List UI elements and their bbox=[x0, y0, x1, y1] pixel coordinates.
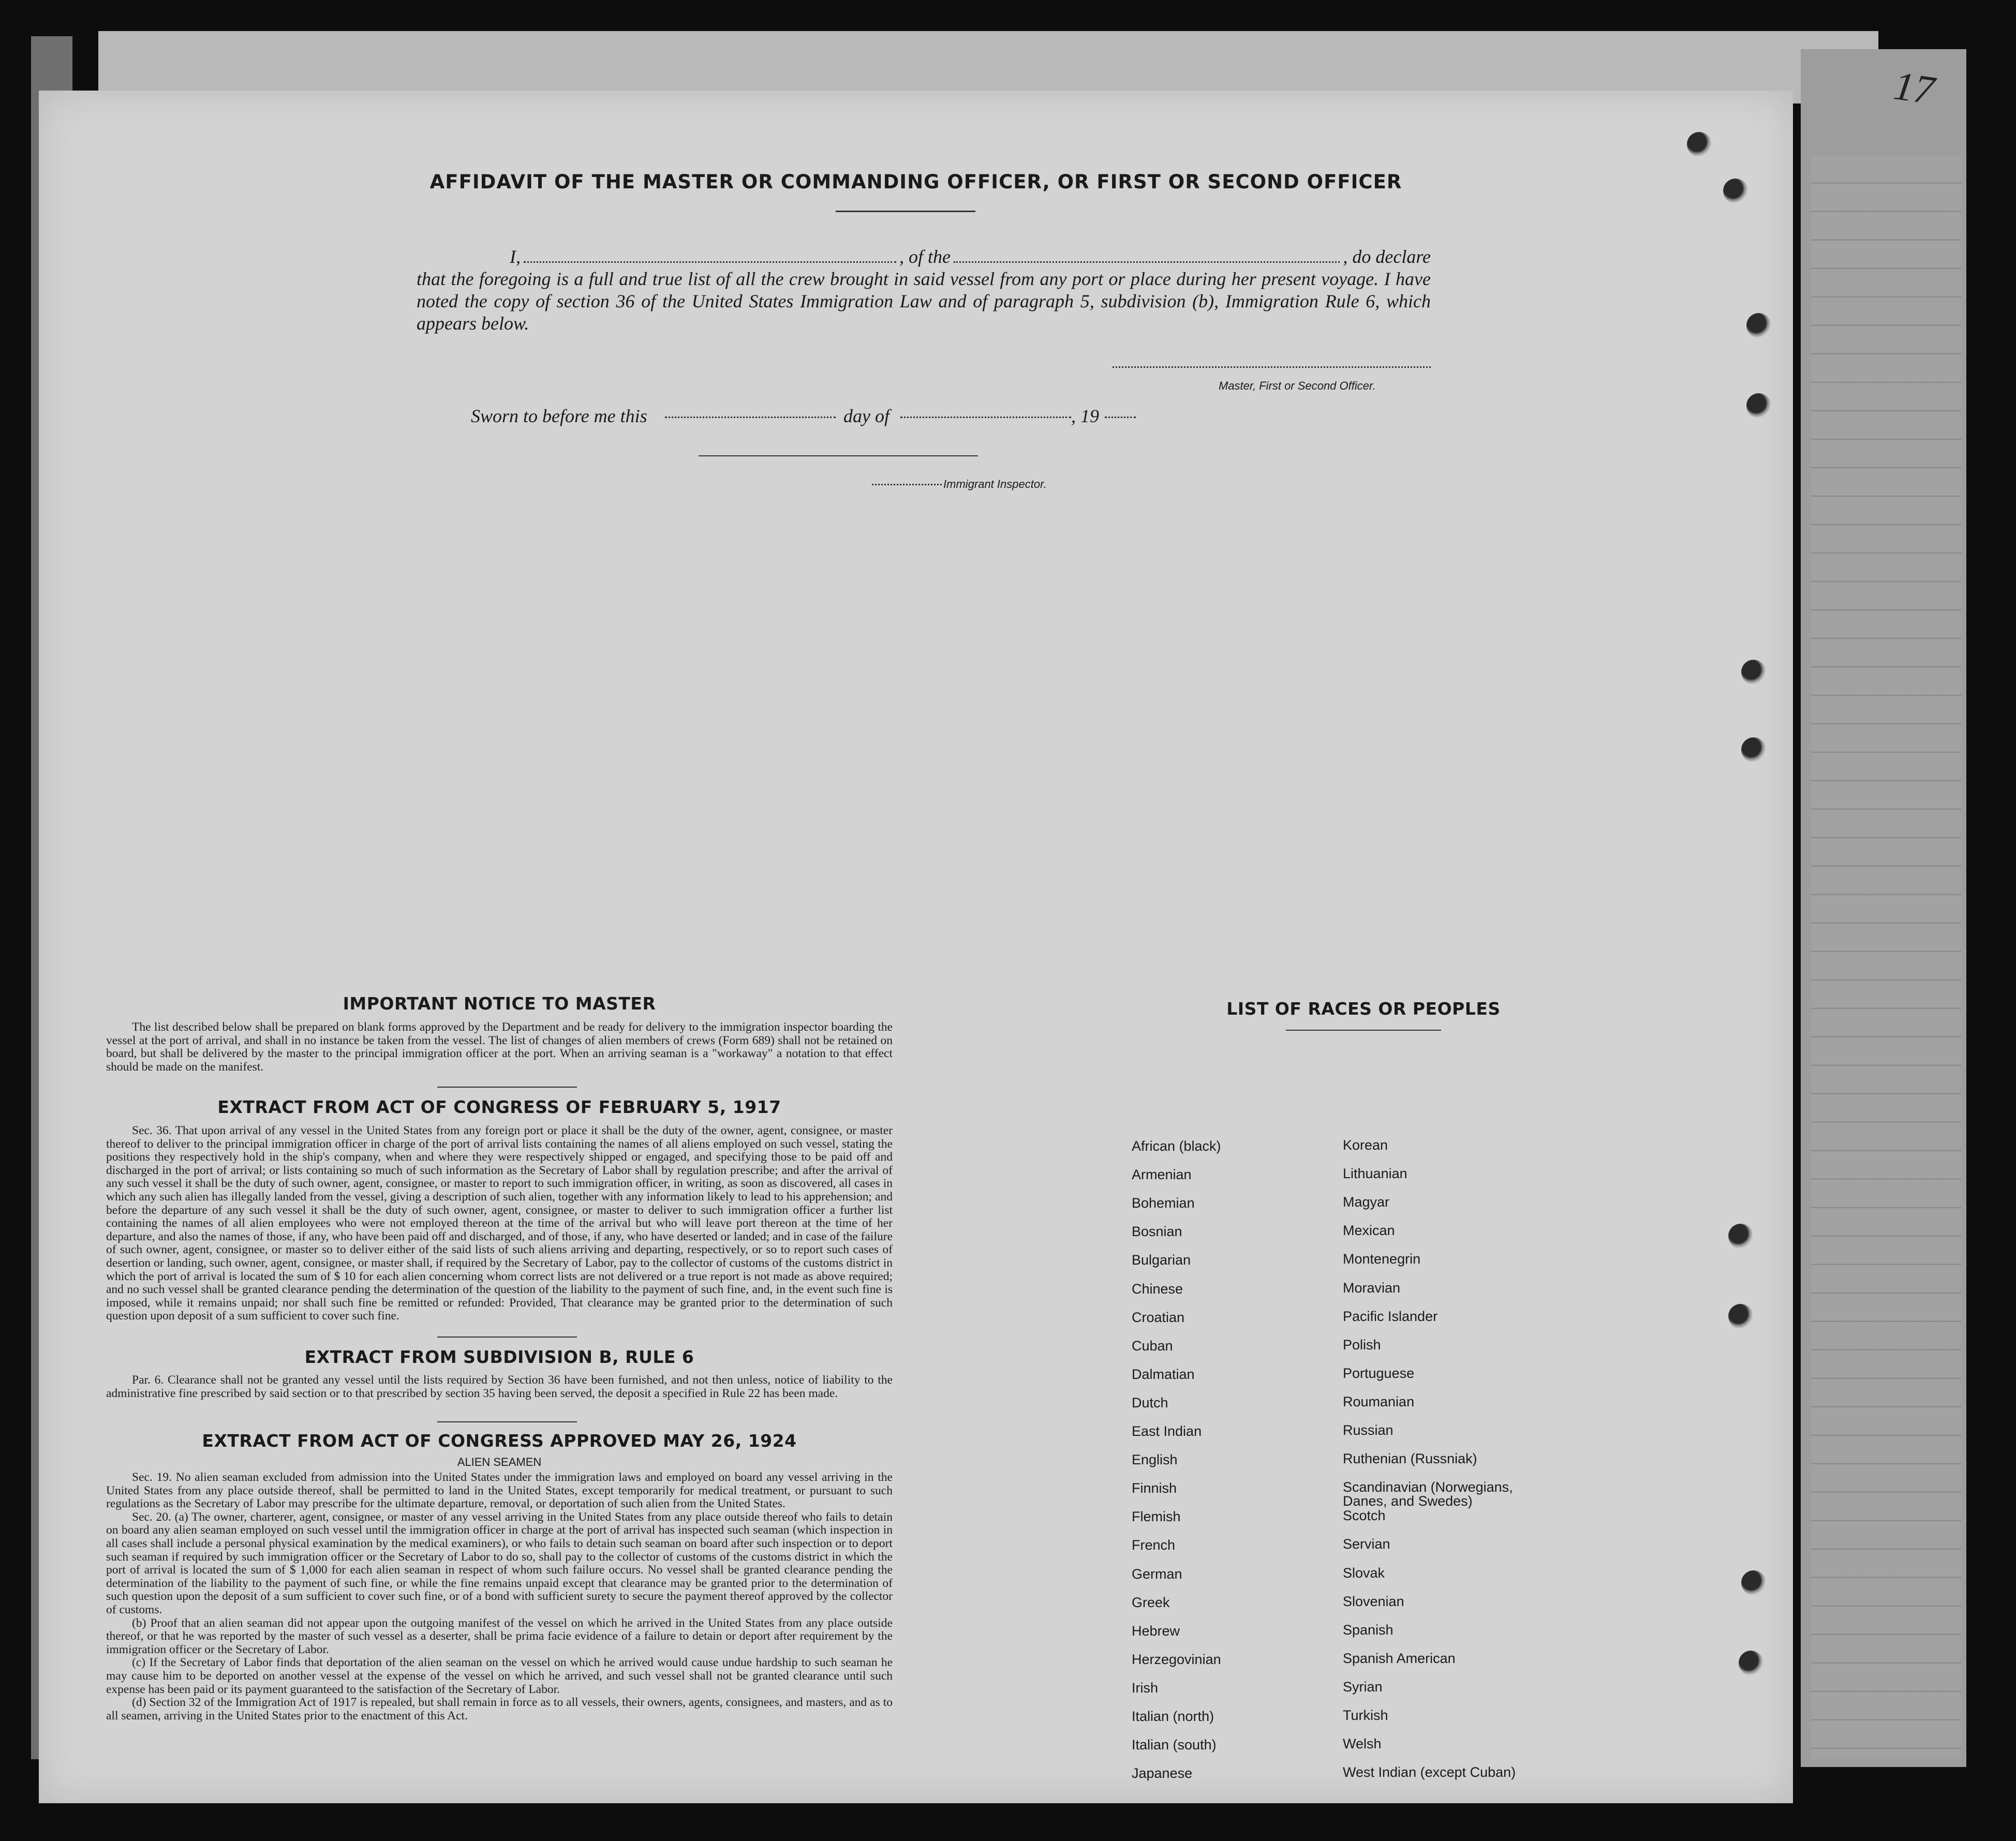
races-title: LIST OF RACES OR PEOPLES bbox=[1226, 999, 1501, 1019]
race-name: Russian bbox=[1343, 1422, 1394, 1438]
race-name: Slovak bbox=[1343, 1565, 1385, 1581]
race-row bbox=[1132, 1251, 1421, 1268]
race-row bbox=[1132, 1137, 1388, 1154]
race-name: Japanese bbox=[1132, 1765, 1193, 1781]
extract-rule6-paragraph: Par. 6. Clearance shall not be granted any vessel until the lists required by Section 36 have been furnished, and not then unless, notice of liability to the administrative fine prescribed by said section or to that prescribed by section 35 having been served, the deposit a specified in Rule 22 has been made. bbox=[106, 1373, 893, 1400]
binder-hole bbox=[1746, 393, 1771, 418]
race-name: Turkish bbox=[1343, 1708, 1388, 1723]
race-row bbox=[1132, 1736, 1382, 1753]
declaration-prefix: I, bbox=[510, 246, 521, 267]
race-name: Montenegrin bbox=[1343, 1251, 1421, 1267]
notice-text bbox=[106, 1021, 893, 1074]
race-row bbox=[1132, 1708, 1388, 1725]
extract-1924-paragraph: Sec. 19. No alien seaman excluded from admission into the United States under the immigration laws and employed on board any vessel arriving in the United States from any place outside thereof, shall be permitted to land in the United States, except temporarily for medical treatment, or pursuant to such regulations as the Secretary of Labor may prescribe for the ultimate departure, removal, or deportation of such alien from the United States. bbox=[106, 1471, 893, 1511]
race-name: French bbox=[1132, 1537, 1176, 1553]
race-name: Irish bbox=[1132, 1680, 1159, 1696]
sworn-day-field[interactable] bbox=[665, 417, 836, 418]
race-name: Hebrew bbox=[1132, 1623, 1180, 1639]
race-name: Armenian bbox=[1132, 1167, 1192, 1183]
race-name: Bulgarian bbox=[1132, 1252, 1191, 1268]
inspector-signature-field[interactable] bbox=[699, 455, 978, 456]
race-row bbox=[1132, 1593, 1404, 1611]
race-row bbox=[1132, 1508, 1386, 1525]
race-name: Magyar bbox=[1343, 1194, 1390, 1210]
race-name: Scandinavian (Norwegians, Danes, and Swedes) bbox=[1343, 1479, 1513, 1509]
race-name: Roumanian bbox=[1343, 1393, 1415, 1409]
race-row bbox=[1132, 1622, 1394, 1639]
race-name: Italian (north) bbox=[1132, 1709, 1214, 1724]
race-row bbox=[1132, 1166, 1407, 1183]
extract-1924-subtitle: ALIEN SEAMEN bbox=[457, 1456, 542, 1468]
race-name: Spanish American bbox=[1343, 1650, 1456, 1666]
binder-hole bbox=[1728, 1224, 1753, 1249]
race-name: Moravian bbox=[1343, 1280, 1401, 1296]
race-name: Chinese bbox=[1132, 1281, 1183, 1297]
notice-title: IMPORTANT NOTICE TO MASTER bbox=[343, 993, 656, 1014]
race-name: Korean bbox=[1343, 1137, 1388, 1153]
binder-hole bbox=[1741, 660, 1766, 685]
master-signature-field[interactable] bbox=[1113, 366, 1431, 368]
binder-hole bbox=[1687, 132, 1712, 157]
race-name: Polish bbox=[1343, 1337, 1381, 1353]
race-row bbox=[1132, 1479, 1513, 1509]
sworn-year-field[interactable] bbox=[1105, 417, 1136, 418]
master-signature-label: Master, First or Second Officer. bbox=[1219, 379, 1376, 392]
race-name: Dalmatian bbox=[1132, 1366, 1195, 1382]
extract-1924-paragraph: (b) Proof that an alien seaman did not appear upon the outgoing manifest of the vessel on which he arrived in the United States from any place outside thereof, or that he was reported by the master of such vessel as a deserter, shall be prima facie evidence of a failure to detain or deport after requirement by the immigration officer or the Secretary of Labor. bbox=[106, 1616, 893, 1656]
race-name: German bbox=[1132, 1566, 1182, 1582]
extract-1924-text bbox=[106, 1471, 893, 1723]
title-divider bbox=[836, 211, 975, 212]
extract-1924-paragraph: Sec. 20. (a) The owner, charterer, agent, consignee, or master of any vessel arriving in the United States from any place outside thereof who fails to detain on board any alien seaman employed on such vessel until the immigration officer in charge at the port of arrival has inspected such seaman (which inspection in all cases shall include a personal physical examination by the medical examiners), or who fails to detain such seaman on board after such inspection or to deport such seaman if required by such immigration officer or the Secretary of Labor to do so, shall pay to the collector of customs of the customs district in which the port of arrival is located the sum of $ 1,000 for each alien seaman in respect of whom such failure occurs. No vessel shall be granted clearance pending the determination of the liability to the payment of such fine, or while the fine remains unpaid except that clearance may be granted prior to the determination of such question upon the deposit of a sum sufficient to cover such fine, or of a bond with sufficient surety to secure the payment thereof approved by the collector of customs. bbox=[106, 1510, 893, 1616]
race-name: Welsh bbox=[1343, 1736, 1382, 1752]
race-row bbox=[1132, 1764, 1516, 1781]
binder-hole bbox=[1728, 1304, 1753, 1329]
race-row bbox=[1132, 1422, 1394, 1439]
extract-1917-paragraph: Sec. 36. That upon arrival of any vessel in the United States from any foreign port or place it shall be the duty of the owner, agent, consignee, or master thereof to deliver to the principal immigration officer in charge of the port of arrival lists containing the names of all aliens employed on such vessel, stating the positions they respectively hold in the ship's company, when and where they were respectively shipped or engaged, and specifying those to be paid off and discharged in the port of arrival; or lists containing so much of such information as the Secretary of Labor shall by regulation prescribe; and after the arrival of any such vessel it shall be the duty of such owner, agent, consignee, or master to report to such immigration officer, in writing, as soon as discovered, all cases in which any such alien has illegally landed from the vessel, giving a description of such alien, together with any information likely to lead to his apprehension; and before the departure of any such vessel it shall be the duty of such owner, agent, consignee, or master to deliver to such immigration officer a further list containing the names of all alien employees who were not employed thereon at the time of the arrival but who will leave port thereon at the time of her departure, and also the names of those, if any, who have been paid off and discharged, and of those, if any, who have deserted or landed; and in case of the failure of such owner, agent, consignee, or master so to deliver either of the said lists of such aliens arriving and departing, respectively, or so to report such cases of desertion or landing, such owner, agent, consignee, or master shall, if required by the Secretary of Labor, pay to the collector of customs of the customs district in which the port of arrival is located the sum of $ 10 for each alien concerning whom correct lists are not delivered or a true report is not made as above required; and no such vessel shall be granted clearance pending the determination of the question of the liability to the payment of such fine, and, in the event such fine is imposed, while it remains unpaid; nor shall such fine be remitted or refunded: Provided, That clearance may be granted prior to the determination of such question upon deposit of a sum sufficient to cover such fine. bbox=[106, 1124, 893, 1323]
extract-rule6-title: EXTRACT FROM SUBDIVISION B, RULE 6 bbox=[304, 1347, 694, 1367]
background-ledger-grid bbox=[1811, 155, 1961, 1759]
race-name: Spanish bbox=[1343, 1622, 1394, 1638]
form-page bbox=[39, 91, 1793, 1803]
race-name: African (black) bbox=[1132, 1138, 1221, 1154]
sworn-year-prefix: , 19 bbox=[1071, 406, 1099, 426]
race-row bbox=[1132, 1308, 1438, 1326]
section-divider bbox=[437, 1421, 577, 1422]
race-name: Italian (south) bbox=[1132, 1737, 1217, 1753]
race-name: Portuguese bbox=[1343, 1365, 1415, 1381]
handwritten-page-number: 17 bbox=[1891, 63, 1937, 113]
race-row bbox=[1132, 1536, 1390, 1553]
declaration-first-line bbox=[417, 246, 1431, 268]
race-name: Mexican bbox=[1343, 1223, 1395, 1239]
vessel-name-field[interactable] bbox=[954, 248, 1340, 263]
declaration-body: that the foregoing is a full and true list of all the crew brought in said vessel from any port or place during her present voyage. I have noted the copy of section 36 of the United States Immigration Law and of paragraph 5, subdivision (b), Immigration Rule 6, which appears below. bbox=[417, 269, 1431, 334]
race-row bbox=[1132, 1337, 1381, 1354]
race-name: Scotch bbox=[1343, 1508, 1386, 1524]
sworn-day-of: day of bbox=[843, 406, 890, 426]
race-row bbox=[1132, 1565, 1385, 1582]
race-name: Bohemian bbox=[1132, 1195, 1195, 1211]
race-name: Flemish bbox=[1132, 1509, 1181, 1525]
race-name: Pacific Islander bbox=[1343, 1308, 1438, 1324]
race-row bbox=[1132, 1393, 1415, 1411]
race-name: Ruthenian (Russniak) bbox=[1343, 1451, 1477, 1467]
extract-1924-title: EXTRACT FROM ACT OF CONGRESS APPROVED MAY 26, 1924 bbox=[202, 1431, 797, 1451]
race-name: Greek bbox=[1132, 1594, 1170, 1610]
race-name: Cuban bbox=[1132, 1338, 1173, 1354]
race-row bbox=[1132, 1451, 1477, 1468]
section-divider bbox=[437, 1337, 577, 1338]
inspector-name-dots bbox=[872, 484, 942, 485]
extract-rule6-text bbox=[106, 1374, 893, 1400]
declaration-suffix: , do declare bbox=[1343, 246, 1431, 267]
race-name: Servian bbox=[1343, 1536, 1390, 1552]
inspector-label: Immigrant Inspector. bbox=[943, 478, 1047, 491]
section-divider bbox=[437, 1087, 577, 1088]
race-row bbox=[1132, 1280, 1401, 1297]
race-name: Herzegovinian bbox=[1132, 1651, 1221, 1667]
binder-hole bbox=[1741, 1570, 1766, 1595]
race-name: Dutch bbox=[1132, 1394, 1168, 1411]
race-row bbox=[1132, 1650, 1456, 1668]
binder-hole bbox=[1741, 737, 1766, 762]
race-name: East Indian bbox=[1132, 1423, 1202, 1439]
binder-hole bbox=[1746, 313, 1771, 338]
affidavit-declaration bbox=[417, 246, 1431, 335]
race-name: Bosnian bbox=[1132, 1224, 1182, 1240]
sworn-month-field[interactable] bbox=[900, 417, 1071, 418]
declarant-name-field[interactable] bbox=[524, 248, 896, 263]
race-name: Finnish bbox=[1132, 1480, 1177, 1496]
race-name: Slovenian bbox=[1343, 1593, 1404, 1609]
race-name: English bbox=[1132, 1452, 1178, 1468]
extract-1917-title: EXTRACT FROM ACT OF CONGRESS OF FEBRUARY 5, 1917 bbox=[217, 1097, 781, 1117]
race-row bbox=[1132, 1365, 1415, 1383]
binder-hole bbox=[1739, 1651, 1763, 1675]
extract-1917-text bbox=[106, 1124, 893, 1323]
race-name: Syrian bbox=[1343, 1679, 1383, 1695]
extract-1924-paragraph: (c) If the Secretary of Labor finds that deportation of the alien seaman on the vessel on which he arrived would cause undue hardship to such seaman he may cause him to be deported on another vessel at the expense of the vessel on which he arrived, and such vessel shall not be granted clearance until such expense has been paid or its payment guaranteed to the satisfaction of the Secretary of Labor. bbox=[106, 1656, 893, 1696]
race-row bbox=[1132, 1223, 1395, 1240]
race-name: Croatian bbox=[1132, 1309, 1185, 1325]
affidavit-title: AFFIDAVIT OF THE MASTER OR COMMANDING OFFICER, OR FIRST OR SECOND OFFICER bbox=[429, 171, 1402, 193]
race-name: Lithuanian bbox=[1343, 1166, 1407, 1182]
extract-1924-paragraph: (d) Section 32 of the Immigration Act of 1917 is repealed, but shall remain in force as to all vessels, their owners, agents, consignees, and masters, and as to all seamen, arriving in the United States prior to the enactment of this Act. bbox=[106, 1696, 893, 1723]
sworn-prefix: Sworn to before me this bbox=[471, 406, 647, 426]
notice-paragraph: The list described below shall be prepared on blank forms approved by the Department and be ready for delivery to the immigration inspector boarding the vessel at the port of arrival, and shall in no instance be taken from the vessel. The list of changes of alien members of crews (Form 689) shall not be retained on board, but shall be delivered by the master to the principal immigration officer at the port. When an arriving seaman is a "workaway" a notation to that effect should be made on the manifest. bbox=[106, 1020, 893, 1074]
race-row bbox=[1132, 1679, 1383, 1696]
race-row bbox=[1132, 1194, 1390, 1211]
races-divider bbox=[1286, 1030, 1441, 1031]
declaration-mid: , of the bbox=[899, 246, 951, 267]
race-name: West Indian (except Cuban) bbox=[1343, 1764, 1516, 1780]
